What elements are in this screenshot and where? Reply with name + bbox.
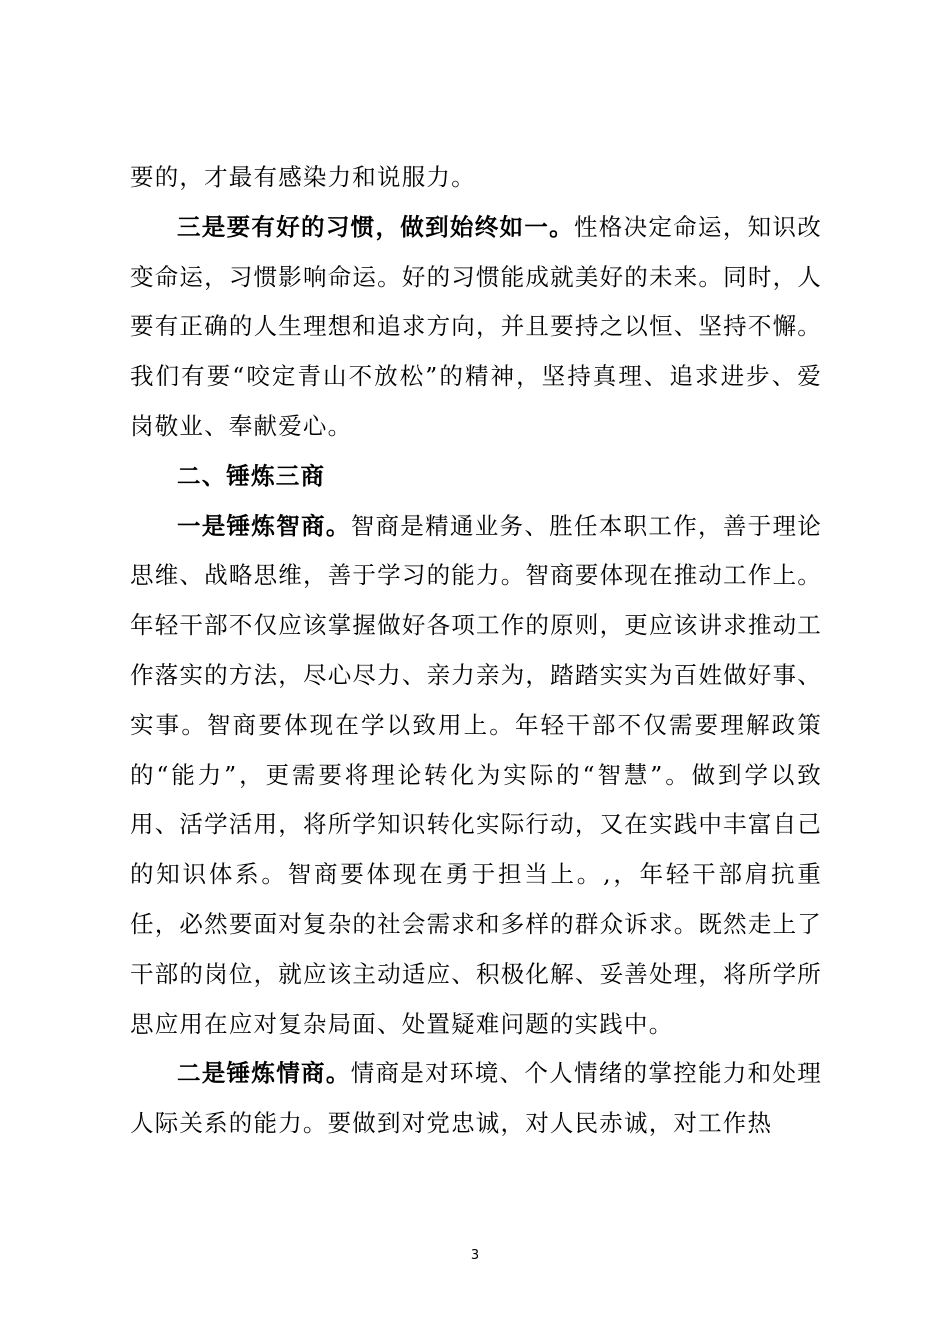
paragraph-continuation — [130, 153, 822, 203]
paragraph-text: 智商是精通业务、胜任本职工作，善于理论思维、战略思维，善于学习的能力。智商要体现在推动工作上。年轻干部不仅应该掌握做好各项工作的原则，更应该讲求推动工作落实的方法，尽心尽力、亲力亲为，踏踏实实为百姓做好事、实事。智商要体现在学以致用上。年轻干部不仅需要理解政策的“能力”，更需要将理论转化为实际的“智慧”。做到学以致用、活学活用，将所学知识转化实际行动，又在实践中丰富自己的知识体系。智商要体现在勇于担当上。,，年轻干部肩抗重任，必然要面对复杂的社会需求和多样的群众诉求。既然走上了干部的岗位，就应该主动适应、积极化解、妥善处理，将所学所思应用在应对复杂局面、处置疑难问题的实践中。 — [130, 511, 822, 1038]
document-body — [130, 153, 822, 1149]
paragraph-lead: 三是要有好的习惯，做到始终如一。 — [177, 212, 574, 241]
paragraph-lead: 二是锤炼情商。 — [177, 1059, 351, 1088]
paragraph-habits — [130, 203, 822, 452]
section-heading: 二、锤炼三商 — [177, 461, 326, 490]
page-number: 3 — [470, 1248, 480, 1263]
paragraph-eq — [130, 1049, 822, 1149]
paragraph-iq — [130, 502, 822, 1050]
paragraph-text: 性格决定命运，知识改变命运，习惯影响命运。好的习惯能成就美好的未来。同时，人要有正确的人生理想和追求方向，并且要持之以恒、坚持不懈。我们有要“咬定青山不放松”的精神，坚持真理、追求进步、爱岗敬业、奉献爱心。 — [130, 212, 823, 440]
paragraph-lead: 一是锤炼智商。 — [177, 511, 351, 540]
paragraph-text: 要的，才最有感染力和说服力。 — [130, 163, 476, 191]
paragraph-text: 情商是对环境、个人情绪的掌控能力和处理人际关系的能力。要做到对党忠诚，对人民赤诚，对工作热 — [130, 1059, 822, 1138]
